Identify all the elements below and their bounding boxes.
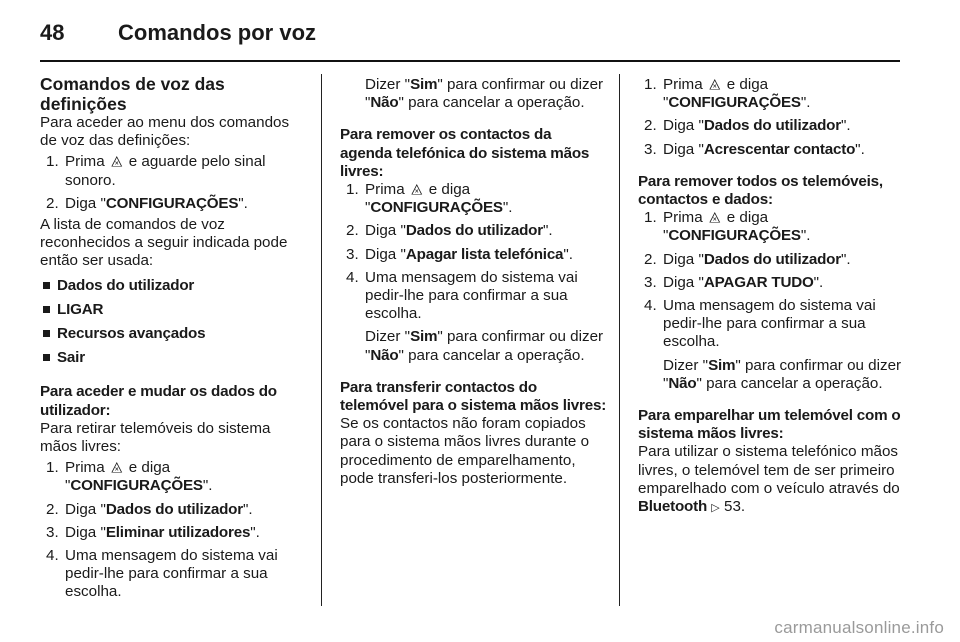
steps-list — [340, 181, 608, 323]
subheading: Para emparelhar um telemóvel com o sistema mãos livres: — [638, 407, 901, 443]
steps-list — [638, 76, 906, 159]
paragraph: Dizer "Sim" para confirmar ou dizer "Não" para cancelar a operação. — [365, 328, 604, 364]
paragraph: Para retirar telemóveis do sistema mãos livres: — [40, 419, 271, 456]
voice-command-icon: ⨻ — [110, 153, 123, 171]
voice-command-icon: ⨻ — [410, 181, 423, 198]
paragraph: Para utilizar o sistema telefónico mãos livres, o telemóvel tem de ser primeiro emparelhado com o veículo através do Bluetooth ▷ 53. — [638, 443, 906, 517]
list-item: 2. Diga "Dados do utilizador". — [346, 222, 553, 240]
list-item: 4. Uma mensagem do sistema vai pedir-lhe para confirmar a sua escolha. — [346, 268, 578, 323]
page-title: Comandos por voz — [118, 20, 317, 45]
page-ref-arrow-icon: ▷ — [711, 502, 720, 515]
bullet-square-icon — [43, 330, 50, 337]
list-item: 1. Prima ⨻ e diga "CONFIGURAÇÕES". — [346, 181, 513, 217]
list-item: 1. Prima ⨻ e aguarde pelo sinal sonoro. — [46, 153, 266, 189]
list-item: Dados do utilizador — [40, 277, 308, 295]
watermark: carmanualsonline.info — [774, 618, 944, 637]
section-title: Comandos de voz das definições — [40, 74, 225, 114]
list-item: 2. Diga "Dados do utilizador". — [644, 117, 851, 135]
bullet-square-icon — [43, 354, 50, 361]
voice-command-icon: ⨻ — [110, 459, 123, 476]
list-item: 3. Diga "Acrescentar contacto". — [644, 140, 865, 158]
list-item: Recursos avançados — [40, 325, 308, 343]
column-1 — [40, 74, 308, 607]
list-item: 3. Diga "Eliminar utilizadores". — [46, 523, 260, 541]
list-item: 2. Diga "CONFIGURAÇÕES". — [46, 194, 248, 212]
page-ref[interactable]: 53. — [724, 498, 746, 516]
list-item: 1. Prima ⨻ e diga "CONFIGURAÇÕES". — [644, 76, 811, 112]
list-item: Sair — [40, 349, 308, 367]
bullet-square-icon — [43, 282, 50, 289]
list-item: 4. Uma mensagem do sistema vai pedir-lhe para confirmar a sua escolha. — [644, 297, 876, 351]
header-rule — [40, 60, 900, 62]
column-divider — [321, 74, 322, 606]
bullet-square-icon — [43, 306, 50, 313]
steps-list — [40, 459, 308, 601]
column-2 — [340, 74, 608, 488]
steps-list — [40, 153, 308, 213]
command-list — [40, 277, 308, 368]
list-item: 3. Diga "Apagar lista telefónica". — [346, 245, 573, 263]
page-number: 48 — [40, 20, 65, 45]
list-item: 1. Prima ⨻ e diga "CONFIGURAÇÕES". — [46, 459, 213, 495]
subheading: Para aceder e mudar os dados do utilizador: — [40, 383, 277, 419]
column-divider — [619, 74, 620, 606]
list-item: 4. Uma mensagem do sistema vai pedir-lhe para confirmar a sua escolha. — [46, 547, 278, 601]
list-item: 1. Prima ⨻ e diga "CONFIGURAÇÕES". — [644, 209, 811, 245]
paragraph: Dizer "Sim" para confirmar ou dizer "Não" para cancelar a operação. — [663, 356, 902, 392]
column-3 — [638, 74, 906, 517]
voice-command-icon: ⨻ — [708, 76, 721, 93]
voice-command-icon: ⨻ — [708, 209, 721, 226]
list-item: 3. Diga "APAGAR TUDO". — [644, 273, 824, 291]
steps-list — [638, 209, 906, 351]
paragraph: Se os contactos não foram copiados para o sistema mãos livres durante o procedimento de emparelhamento, pode transferi-los posteriormente. — [340, 415, 590, 487]
subheading: Para transferir contactos do telemóvel para o sistema mãos livres: — [340, 378, 607, 415]
list-item: LIGAR — [40, 301, 308, 319]
subheading: Para remover todos os telemóveis, contactos e dados: — [638, 172, 883, 209]
page-header — [40, 14, 900, 52]
paragraph: Dizer "Sim" para confirmar ou dizer "Não" para cancelar a operação. — [365, 76, 604, 112]
list-item: 2. Diga "Dados do utilizador". — [644, 250, 851, 268]
bluetooth-link[interactable]: Bluetooth — [638, 498, 708, 516]
subheading: Para remover os contactos da agenda telefónica do sistema mãos livres: — [340, 126, 590, 180]
intro-text: Para aceder ao menu dos comandos de voz das definições: — [40, 114, 290, 150]
list-intro-text: A lista de comandos de voz reconhecidos a seguir indicada pode então ser usada: — [40, 216, 288, 270]
list-item: 2. Diga "Dados do utilizador". — [46, 500, 253, 518]
